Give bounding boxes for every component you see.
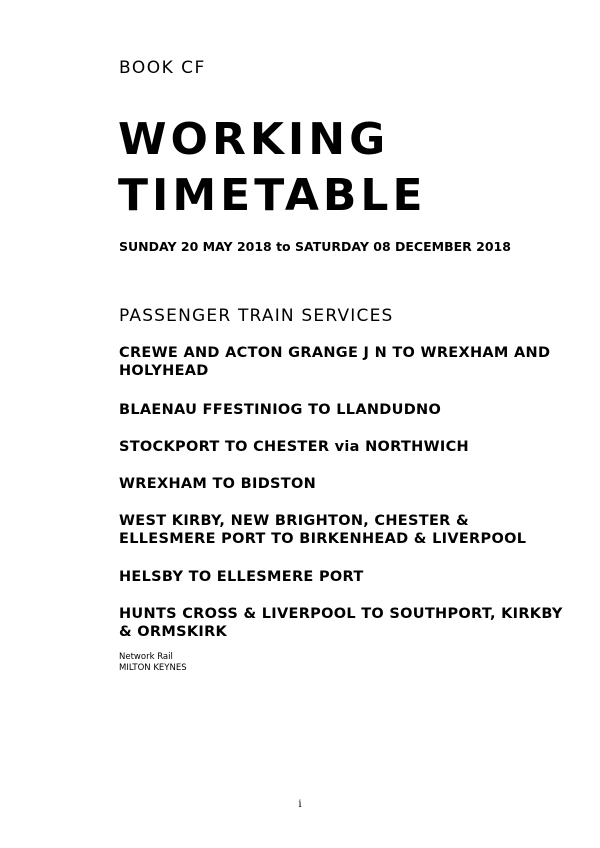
route-line: STOCKPORT TO CHESTER via NORTHWICH	[119, 439, 469, 455]
route-item	[119, 605, 569, 641]
route-line: WREXHAM TO BIDSTON	[119, 476, 317, 492]
route-line: CREWE AND ACTON GRANGE J N TO WREXHAM AND	[119, 345, 551, 361]
date-range: SUNDAY 20 MAY 2018 to SATURDAY 08 DECEMBER 2018	[119, 239, 511, 254]
publisher-location: MILTON KEYNES	[119, 663, 187, 673]
route-line: HELSBY TO ELLESMERE PORT	[119, 569, 364, 585]
title-line-1: WORKING	[118, 114, 390, 165]
section-heading: PASSENGER TRAIN SERVICES	[119, 306, 394, 326]
route-line: HUNTS CROSS & LIVERPOOL TO SOUTHPORT, KIRKBY	[119, 606, 563, 622]
route-line: WEST KIRBY, NEW BRIGHTON, CHESTER &	[119, 513, 469, 529]
route-line: & ORMSKIRK	[119, 624, 228, 640]
title-line-2: TIMETABLE	[118, 170, 427, 221]
route-line: HOLYHEAD	[119, 363, 209, 379]
route-item	[119, 401, 569, 419]
route-line: BLAENAU FFESTINIOG TO LLANDUDNO	[119, 402, 442, 418]
route-item	[119, 344, 569, 380]
document-title	[118, 112, 427, 224]
route-item	[119, 512, 569, 548]
route-item	[119, 568, 569, 586]
publisher-block	[119, 652, 187, 674]
route-item	[119, 438, 569, 456]
publisher-name: Network Rail	[119, 652, 173, 662]
route-item	[119, 475, 569, 493]
page-number: i	[298, 799, 302, 810]
route-line: ELLESMERE PORT TO BIRKENHEAD & LIVERPOOL	[119, 531, 527, 547]
book-code: BOOK CF	[119, 58, 206, 78]
